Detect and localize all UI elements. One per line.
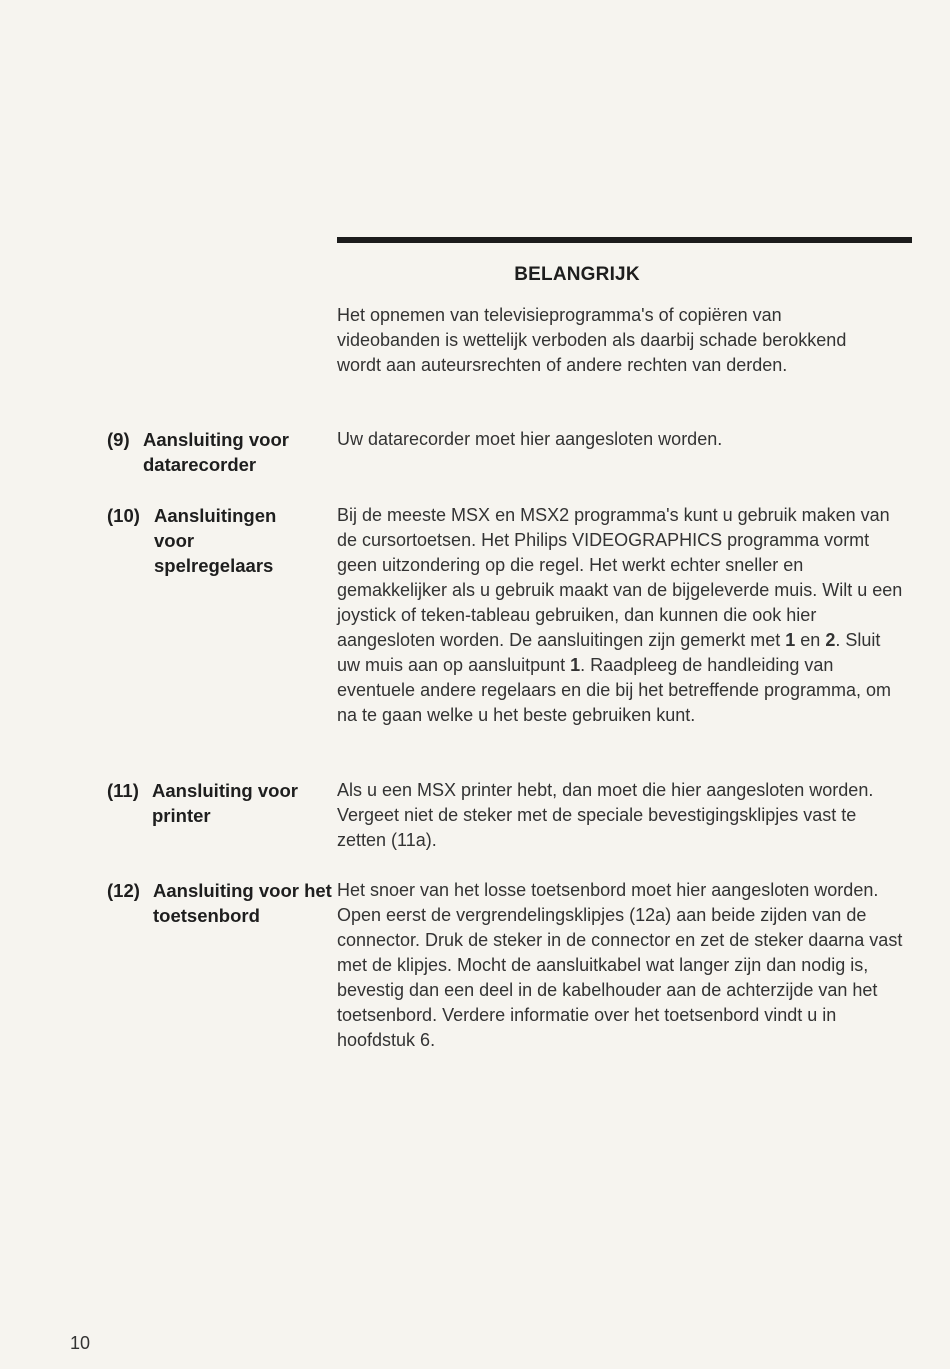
section-number: (10) (107, 505, 140, 526)
important-text: Het opnemen van televisieprogramma's of copiëren van videobanden is wettelijk verboden als daarbij schade berokkend wordt aan auteursrechten of andere rechten van derden. (337, 305, 847, 375)
bold-run: 2 (825, 630, 836, 650)
section-heading: Aansluiting voor printer (152, 780, 298, 826)
top-rule (337, 237, 912, 243)
text-run: . Raadpleeg de handleiding van eventuele andere regelaars en die bij het betreffende programma, om na te gaan welke u het beste gebruiken kunt. (337, 655, 892, 725)
section-number: (11) (107, 780, 139, 801)
text-run: . Sluit uw muis aan op aansluitpunt (337, 630, 881, 675)
section-description: Het snoer van het losse toetsenbord moet hier aangesloten worden. Open eerst de vergrendelingsklipjes (12a) aan beide zijden van de connector. Druk de steker in de connector en zet de steker daarna vast met de klipjes. Mocht de aansluitkabel wat langer zijn dan nodig is, bevestig dan een deel in de kabelhouder aan de achterzijde van het toetsenbord. Verdere informatie over het toetsenbord vindt u in hoofdstuk 6. (337, 880, 903, 1050)
section-heading: Aansluiting voor datarecorder (143, 429, 289, 475)
text-run: en (795, 630, 826, 650)
section-number: (9) (107, 429, 130, 450)
section-heading: Aansluitingen voor spelregelaars (154, 505, 277, 576)
section-description (337, 503, 907, 728)
page-number: 10 (70, 1333, 91, 1353)
text-run: Bij de meeste MSX en MSX2 programma's kunt u gebruik maken van de cursortoetsen. Het Philips VIDEOGRAPHICS programma vormt geen uitzondering op die regel. Het werkt echter sneller en gemakkelijker als u gebruik maakt van de bijgeleverde muis. Wilt u een joystick of teken-tableau gebruiken, dan kunnen die ook hier aangesloten worden. De aansluitingen zijn gemerkt met (337, 505, 903, 650)
important-title: BELANGRIJK (514, 264, 640, 285)
section-description: Uw datarecorder moet hier aangesloten worden. (337, 429, 723, 449)
bold-run: 1 (570, 655, 581, 675)
section-number: (12) (107, 880, 140, 901)
bold-run: 1 (785, 630, 796, 650)
section-heading: Aansluiting voor het toetsenbord (153, 880, 332, 926)
section-description: Als u een MSX printer hebt, dan moet die hier aangesloten worden. Vergeet niet de steker met de speciale bevestigingsklipjes vast te zetten (11a). (337, 780, 874, 850)
